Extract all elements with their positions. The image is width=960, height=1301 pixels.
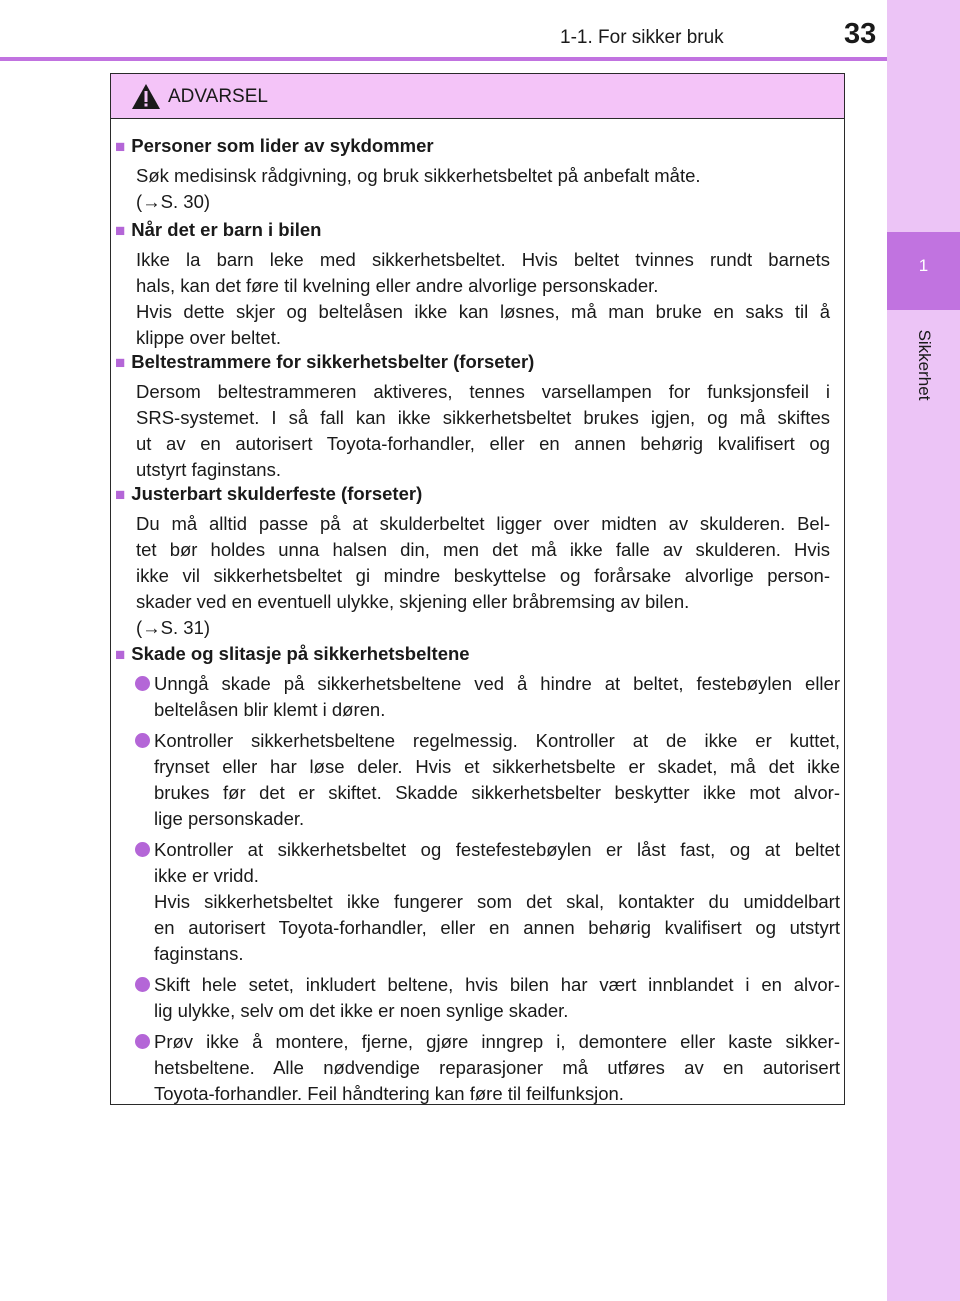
- warning-triangle-icon: [131, 83, 161, 110]
- chapter-tab: [887, 232, 960, 310]
- bullet-dot-icon: [135, 842, 150, 857]
- bullet-dot-icon: [135, 1034, 150, 1049]
- section-heading: ■ Beltestrammere for sikkerhetsbelter (forseter): [115, 351, 535, 372]
- warning-title: ADVARSEL: [168, 86, 268, 107]
- section-text: utstyrt faginstans.: [136, 459, 281, 480]
- bullet-item: Unngå skade på sikkerhetsbeltene ved å hindre at beltet, festebøylen eller beltelåsen blir klemt i døren.: [135, 671, 840, 723]
- section-text: Ikke la barn leke med sikkerhetsbeltet. Hvis beltet tvinnes rundt barnets: [136, 249, 830, 270]
- square-bullet-icon: ■: [115, 485, 126, 504]
- bullet-item: Prøv ikke å montere, fjerne, gjøre inngrep i, demontere eller kaste sikker- hetsbeltene. Alle nødvendige reparasjoner må utføres av en autorisert Toyota-forhandler. Feil håndtering kan føre til feilfunksjon.: [135, 1029, 840, 1107]
- bullet-item: Kontroller sikkerhetsbeltene regelmessig. Kontroller at de ikke er kuttet, frynset eller har løse deler. Hvis et sikkerhetsbelte er skadet, må det ikke brukes før det er skiftet. Skadde sikkerhetsbelter beskytter ikke mot alvor- lige personskader.: [135, 728, 840, 832]
- chapter-label: Sikkerhet: [915, 329, 934, 401]
- page-number: 33: [844, 18, 877, 50]
- side-strip: [887, 0, 960, 1301]
- bullet-item: Kontroller at sikkerhetsbeltet og festefestebøylen er låst fast, og at beltet ikke er vridd. Hvis sikkerhetsbeltet ikke fungerer som det skal, kontakter du umiddelbart en autorisert Toyota-forhandler, eller en annen behørig kvalifisert og utstyrt faginstans.: [135, 837, 840, 967]
- section-text: Dersom beltestrammeren aktiveres, tennes varsellampen for funksjonsfeil i: [136, 381, 830, 402]
- warning-header: [111, 74, 844, 119]
- section-text: hals, kan det føre til kvelning eller andre alvorlige personskader.: [136, 275, 659, 296]
- section-heading: ■ Skade og slitasje på sikkerhetsbeltene: [115, 643, 470, 664]
- section-title: 1-1. For sikker bruk: [560, 27, 724, 48]
- section-heading: ■ Når det er barn i bilen: [115, 219, 322, 240]
- section-text: SRS-systemet. I så fall kan ikke sikkerhetsbeltet brukes igjen, og må skiftes: [136, 407, 830, 428]
- section-text: Hvis dette skjer og beltelåsen ikke kan løsnes, må man bruke en saks til å: [136, 301, 830, 322]
- section-text: klippe over beltet.: [136, 327, 282, 348]
- section-heading: ■ Justerbart skulderfeste (forseter): [115, 483, 423, 504]
- section-text: ikke vil sikkerhetsbeltet gi mindre beskyttelse og forårsake alvorlige person-: [136, 565, 830, 586]
- square-bullet-icon: ■: [115, 221, 126, 240]
- bullet-item: Skift hele setet, inkludert beltene, hvis bilen har vært innblandet i en alvor- lig ulykke, selv om det ikke er noen synlige skader.: [135, 972, 840, 1024]
- warning-box: [110, 73, 845, 1105]
- square-bullet-icon: ■: [115, 645, 126, 664]
- bullet-dot-icon: [135, 733, 150, 748]
- chapter-number: 1: [918, 256, 929, 275]
- section-text: Søk medisinsk rådgivning, og bruk sikkerhetsbeltet på anbefalt måte. (→S. 30): [136, 165, 701, 212]
- section-text: (→S. 31): [136, 617, 211, 638]
- square-bullet-icon: ■: [115, 137, 126, 156]
- section-text: Du må alltid passe på at skulderbeltet ligger over midten av skulderen. Bel-: [136, 513, 830, 534]
- bullet-dot-icon: [135, 977, 150, 992]
- section-text: skader ved en eventuell ulykke, skjening eller bråbremsing av bilen.: [136, 591, 690, 612]
- section-heading: ■ Personer som lider av sykdommer: [115, 135, 434, 156]
- bullet-dot-icon: [135, 676, 150, 691]
- header-rule: [0, 57, 887, 61]
- section-text: tet bør holdes unna halsen din, men det må ikke falle av skulderen. Hvis: [136, 539, 830, 560]
- section-text: ut av en autorisert Toyota-forhandler, eller en annen behørig kvalifisert og: [136, 433, 830, 454]
- square-bullet-icon: ■: [115, 353, 126, 372]
